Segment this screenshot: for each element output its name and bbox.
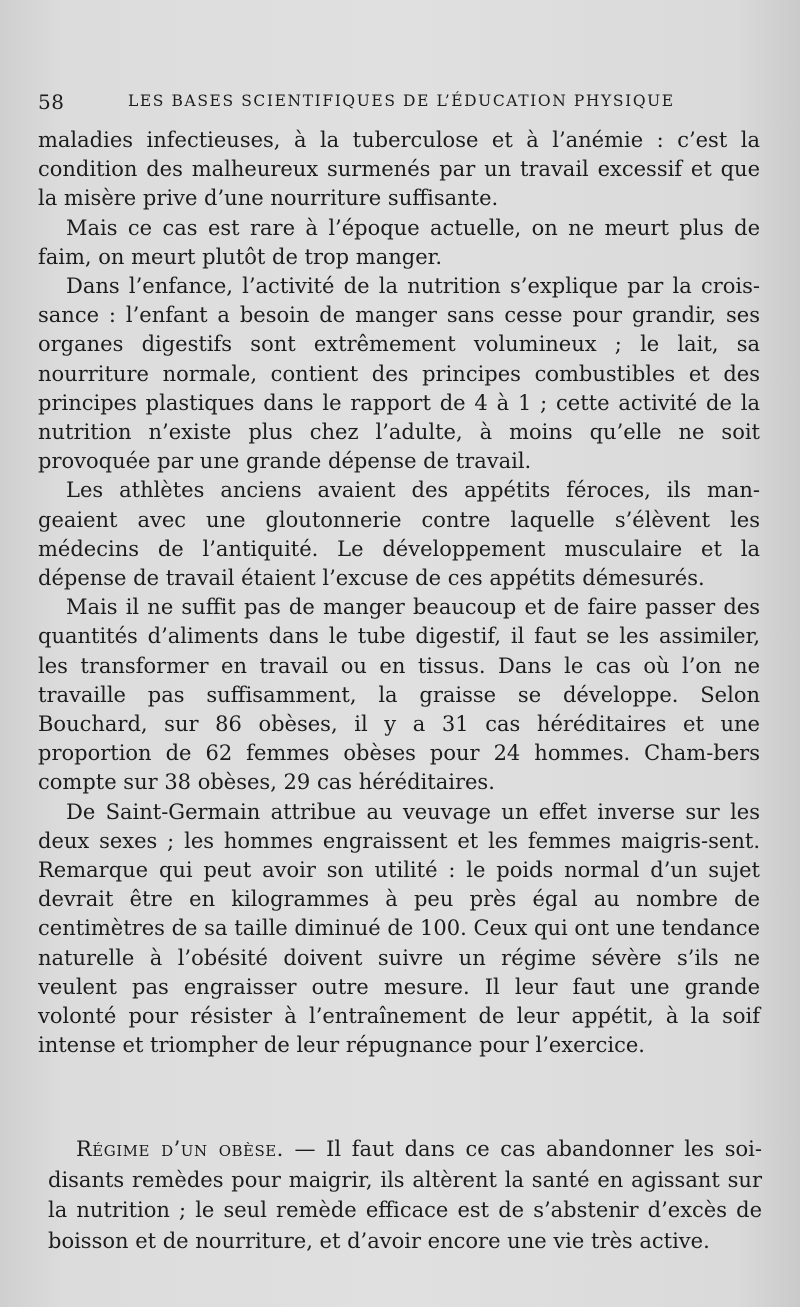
paragraph-2: Mais ce cas est rare à l’époque actuelle, on ne meurt plus de faim, on meurt plutôt de trop manger.	[38, 215, 760, 269]
paragraph-1: maladies infectieuses, à la tuberculose et à l’anémie : c’est la condition des malheureux surmenés par un travail excessif et que la misère prive d’une nourriture suffisante.	[38, 128, 760, 211]
section-text: — Il faut dans ce cas abandonner les soi-disants remèdes pour maigrir, ils altèrent la santé en agissant sur la nutrition ; le seul remède efficace est de s’abstenir d’excès de boisson et de nourriture, et d’avoir encore une vie très active.	[48, 1137, 762, 1253]
paragraph-5: Mais il ne suffit pas de manger beaucoup et de faire passer des quantités d’aliments dans le tube digestif, il faut se les assimiler, les transformer en travail ou en tissus. Dans le cas où l’on ne travaille pas suffisamment, la graisse se développe. Selon Bouchard, sur 86 obèses, il y a 31 cas héréditaires et une proportion de 62 femmes obèses pour 24 hommes. Cham-bers compte sur 38 obèses, 29 cas héréditaires.	[38, 595, 760, 795]
running-head	[38, 88, 760, 118]
paragraph-6: De Saint-Germain attribue au veuvage un effet inverse sur les deux sexes ; les hommes engraissent et les femmes maigris-sent. Remarque qui peut avoir son utilité : le poids normal d’un sujet devrait être en kilogrammes à peu près égal au nombre de centimètres de sa taille diminué de 100. Ceux qui ont une tendance naturelle à l’obésité doivent suivre un régime sévère s’ils ne veulent pas engraisser outre mesure. Il leur faut une grande volonté pour résister à l’entraînement de leur appétit, à la soif intense et triompher de leur répugnance pour l’exercice.	[38, 799, 760, 1058]
paragraph-3: Dans l’enfance, l’activité de la nutrition s’explique par la crois-sance : l’enfant a besoin de manger sans cesse pour grandir, ses organes digestifs sont extrêmement volumineux ; le lait, sa nourriture normale, contient des principes combustibles et des principes plastiques dans le rapport de 4 à 1 ; cette activité de la nutrition n’existe plus chez l’adulte, à moins qu’elle ne soit provoquée par une grande dépense de travail.	[38, 274, 760, 474]
section-regime	[48, 1134, 762, 1256]
body-text	[38, 126, 760, 1061]
paragraph-4: Les athlètes anciens avaient des appétits féroces, ils man-geaient avec une gloutonnerie contre laquelle s’élèvent les médecins de l’antiquité. Le développement musculaire et la dépense de travail étaient l’excuse de ces appétits démesurés.	[38, 478, 760, 591]
running-title: LES BASES SCIENTIFIQUES DE L’ÉDUCATION PHYSIQUE	[128, 92, 675, 110]
section-heading: Régime d’un obèse.	[76, 1137, 284, 1161]
section-paragraph	[48, 1134, 762, 1256]
page-number: 58	[38, 90, 65, 114]
